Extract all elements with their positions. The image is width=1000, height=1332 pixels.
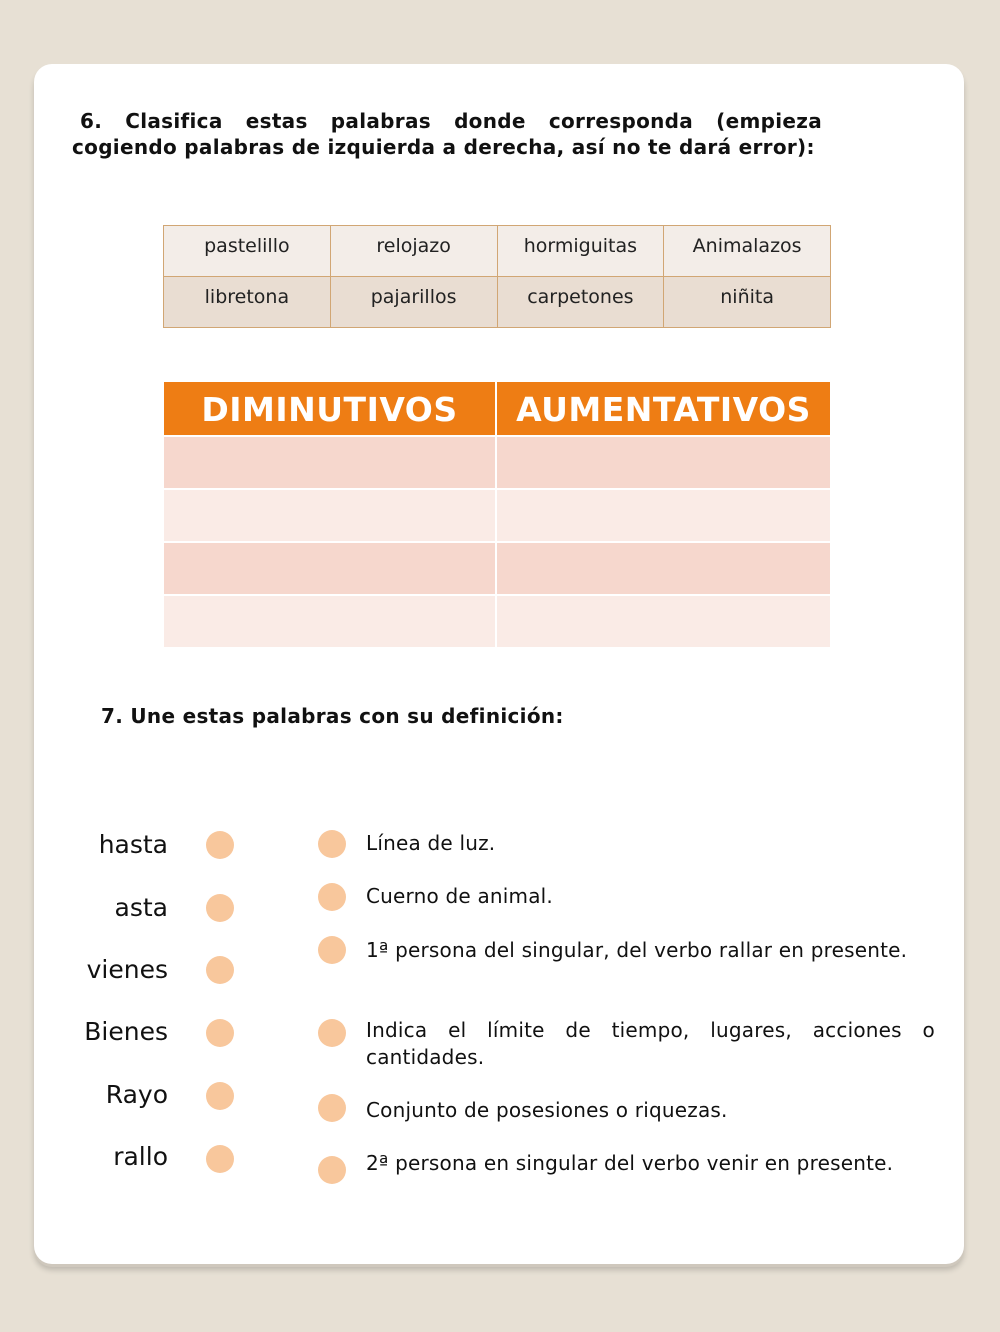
definition-text: Cuerno de animal. [366,884,553,908]
drop-row [164,490,830,541]
drop-row [164,437,830,488]
draggable-word[interactable]: hormiguitas [497,226,664,277]
diminutivo-drop-slot[interactable] [164,490,495,541]
diminutivo-drop-slot[interactable] [164,437,495,488]
drop-row [164,543,830,594]
match-word: asta [114,893,168,922]
definition-connector-dot[interactable] [318,1156,346,1184]
definition-text: Indica el límite de tiempo, lugares, acciones o cantidades. [366,1018,935,1069]
definition-text: 2ª persona en singular del verbo venir en presente. [366,1151,894,1175]
aumentativo-drop-slot[interactable] [497,437,830,488]
diminutivos-header: DIMINUTIVOS [164,382,495,435]
classification-table [164,382,830,647]
match-word: Rayo [105,1080,168,1109]
draggable-word[interactable]: Animalazos [664,226,831,277]
exercise6-instruction: 6. Clasifica estas palabras donde corresponda (empieza cogiendo palabras de izquierda a derecha, así no te dará error): [72,109,822,159]
diminutivo-drop-slot[interactable] [164,596,495,647]
match-word: rallo [113,1142,168,1171]
aumentativos-header: AUMENTATIVOS [497,382,830,435]
match-word: Bienes [84,1017,168,1046]
draggable-word[interactable]: carpetones [497,277,664,328]
aumentativo-drop-slot[interactable] [497,543,830,594]
word-bank-row [164,277,831,328]
draggable-word[interactable]: relojazo [330,226,497,277]
diminutivo-drop-slot[interactable] [164,543,495,594]
definition-text: Línea de luz. [366,831,496,855]
word-bank-row [164,226,831,277]
word-connector-dot[interactable] [206,956,234,984]
word-connector-dot[interactable] [206,1145,234,1173]
definition-connector-dot[interactable] [318,883,346,911]
word-bank-table [163,225,831,328]
word-connector-dot[interactable] [206,1082,234,1110]
aumentativo-drop-slot[interactable] [497,490,830,541]
drop-row [164,596,830,647]
definition-connector-dot[interactable] [318,1019,346,1047]
word-connector-dot[interactable] [206,1019,234,1047]
definition-text: Conjunto de posesiones o riquezas. [366,1098,728,1122]
draggable-word[interactable]: libretona [164,277,331,328]
aumentativo-drop-slot[interactable] [497,596,830,647]
definition-text: 1ª persona del singular, del verbo rallar en presente. [366,938,908,962]
draggable-word[interactable]: pajarillos [330,277,497,328]
draggable-word[interactable]: pastelillo [164,226,331,277]
match-word: vienes [86,955,168,984]
match-word: hasta [98,830,168,859]
definition-connector-dot[interactable] [318,1094,346,1122]
definition-connector-dot[interactable] [318,936,346,964]
definition-connector-dot[interactable] [318,830,346,858]
draggable-word[interactable]: niñita [664,277,831,328]
word-connector-dot[interactable] [206,831,234,859]
word-connector-dot[interactable] [206,894,234,922]
exercise7-instruction: 7. Une estas palabras con su definición: [101,704,564,728]
